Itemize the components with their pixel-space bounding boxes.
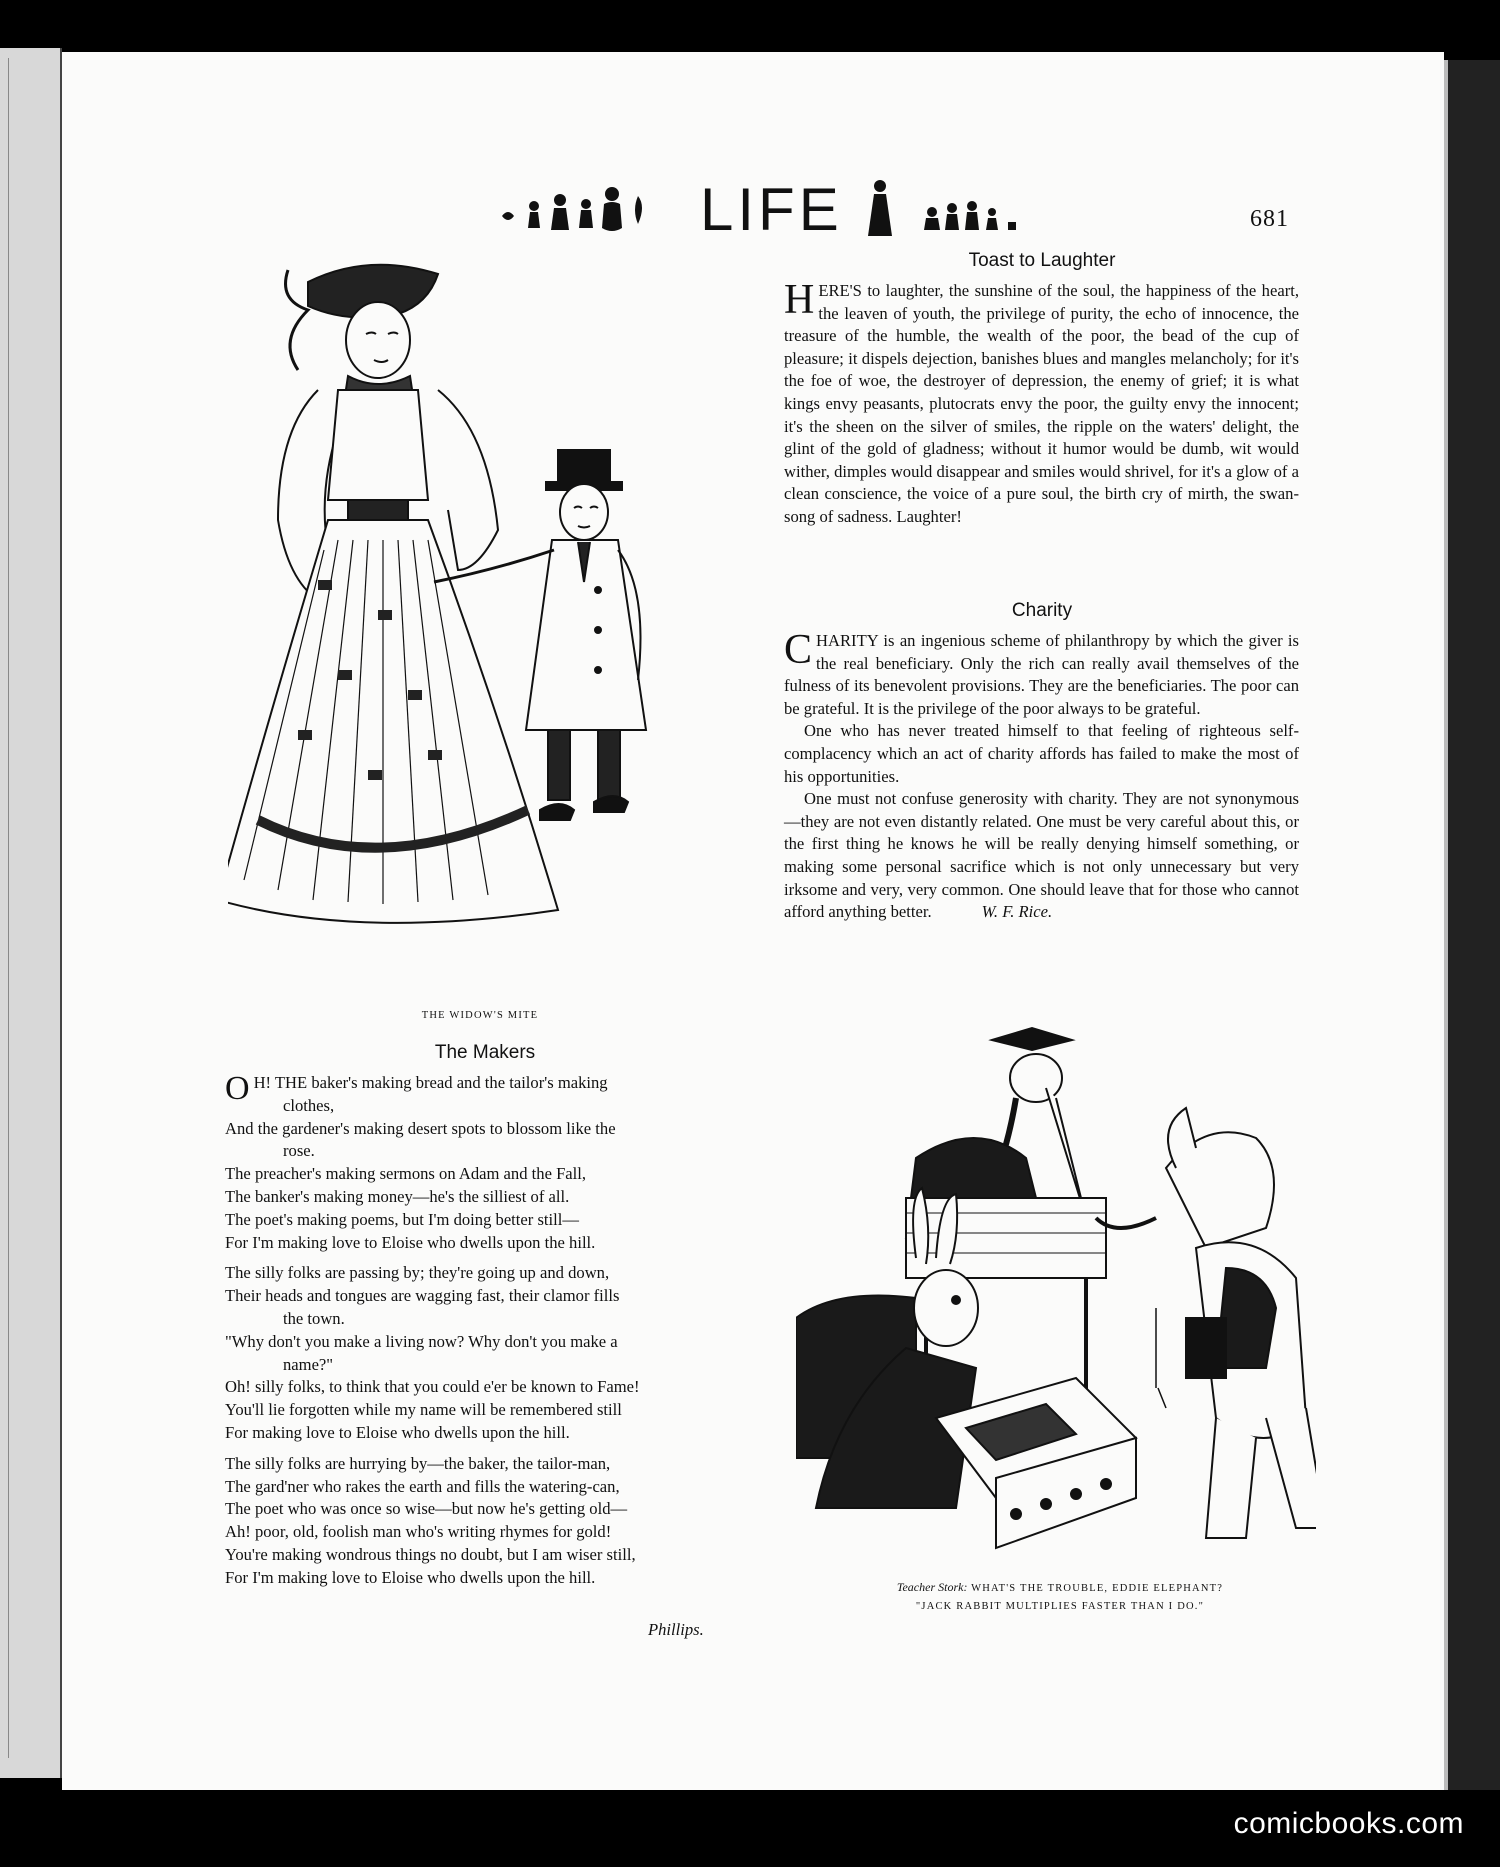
poem-line: the town. (283, 1308, 345, 1328)
poem-line: And the gardener's making desert spots to blossom like the (225, 1118, 616, 1138)
poem-line: The banker's making money—he's the silliest of all. (225, 1186, 570, 1206)
poem-line: The silly folks are hurrying by—the baker, the tailor-man, (225, 1453, 611, 1473)
poem-line: Ah! poor, old, foolish man who's writing rhymes for gold! (225, 1522, 612, 1542)
poem-line: For I'm making love to Eloise who dwells upon the hill. (225, 1232, 596, 1252)
poem-stanza-2 (225, 1262, 745, 1444)
makers-poem (225, 1072, 745, 1598)
charity-author: W. F. Rice. (981, 902, 1053, 922)
caption-speaker: Teacher Stork: (896, 1580, 968, 1594)
watermark: comicbooks.com (1233, 1807, 1464, 1840)
caption-line-1 (820, 1578, 1300, 1598)
toast-body (784, 277, 1299, 529)
charity-text-3: One must not confuse generosity with charity. They are not synonymous—they are not even distantly related. One must be very careful about this, or the first thing he knows he will be really denying himself something, or making some personal sacrifice which is not only unnecessary but very irksome and very, very common. One should leave that for those who cannot afford anything better. (784, 789, 1299, 922)
charity-body (784, 627, 1299, 924)
toast-dropcap: H (784, 277, 815, 323)
poem-line: For making love to Eloise who dwells upon the hill. (225, 1422, 570, 1442)
masthead (488, 176, 1048, 244)
poem-line: The silly folks are passing by; they're going up and down, (225, 1263, 610, 1283)
poem-stanza-1 (225, 1072, 745, 1254)
poem-line: rose. (283, 1141, 315, 1161)
poem-line: name?" (283, 1354, 334, 1374)
toast-text: ERE'S to laughter, the sunshine of the soul, the happiness of the heart, the leaven of youth, the privilege of purity, the echo of innocence, the treasure of the humble, the wealth of the poor, the bead of the cup of pleasure; it dispels dejection, banishes blues and mangles melancholy; for it's the foe of woe, the destroyer of depression, the enemy of grief; it is what kings envy peasants, plutocrats envy the poor, the guilty envy the innocent; it's the sheen on the silver of smiles, the ripple on the waters' delight, the glint of the gold of gladness; without it humor would be dumb, wit would wither, dimples would disappear and smiles would shrivel, for it's a glow of a clean conscience, the voice of a pure soul, the birth cry of mirth, the swan-song of sadness. Laughter! (784, 281, 1299, 526)
masthead-left-ornament (488, 176, 678, 244)
scan-edge (1438, 60, 1500, 1790)
widows-mite-caption: THE WIDOW'S MITE (421, 1010, 539, 1021)
charity-heading: Charity (1011, 600, 1073, 621)
charity-dropcap: C (784, 627, 813, 673)
poem-stanza-3 (225, 1453, 745, 1590)
charity-paragraph-2: One who has never treated himself to that feeling of righteous self-complacency which an act of charity affords has failed to make the most of his opportunities. (784, 721, 1299, 786)
poem-line: The poet's making poems, but I'm doing better still— (225, 1209, 579, 1229)
caption-question: WHAT'S THE TROUBLE, EDDIE ELEPHANT? (971, 1583, 1224, 1594)
charity-text-1: HARITY is an ingenious scheme of philanthropy by which the giver is the real beneficiary. Only the rich can really avail themselves of the fulness of its benevolent provisions. They are the beneficiaries. The poor can be grateful. It is the privilege of the poor always to be grateful. (784, 631, 1299, 718)
poem-line: You're making wondrous things no doubt, but I am wiser still, (225, 1544, 636, 1564)
teacher-stork-illustration (796, 1018, 1316, 1578)
poem-line: The gard'ner who rakes the earth and fills the watering-can, (225, 1476, 620, 1496)
poem-line: The preacher's making sermons on Adam and the Fall, (225, 1164, 587, 1184)
widows-mite-illustration (228, 250, 758, 950)
teacher-stork-caption (820, 1578, 1300, 1616)
masthead-title: LIFE (700, 176, 843, 243)
poem-line: For I'm making love to Eloise who dwells upon the hill. (225, 1567, 596, 1587)
caption-answer: "JACK RABBIT MULTIPLIES FASTER THAN I DO." (915, 1601, 1205, 1612)
makers-author: Phillips. (648, 1620, 704, 1639)
charity-paragraph-3 (784, 788, 1299, 924)
toast-heading: Toast to Laughter (968, 250, 1116, 271)
poem-line: clothes, (283, 1095, 335, 1115)
poem-line: The poet who was once so wise—but now he's getting old— (225, 1499, 628, 1519)
charity-paragraph-1 (784, 627, 1299, 720)
makers-dropcap: O (225, 1070, 250, 1107)
page-number: 681 (1250, 206, 1289, 232)
poem-line: Their heads and tongues are wagging fast, their clamor fills (225, 1286, 620, 1306)
poem-line: O H! THE baker's making bread and the tailor's making (225, 1070, 608, 1107)
binding-edge (0, 48, 62, 1778)
poem-line: "Why don't you make a living now? Why don't you make a (225, 1331, 618, 1351)
makers-heading: The Makers (434, 1042, 536, 1063)
masthead-right-ornament (868, 176, 1048, 244)
poem-line: You'll lie forgotten while my name will be remembered still (225, 1400, 622, 1420)
poem-line: Oh! silly folks, to think that you could e'er be known to Fame! (225, 1377, 640, 1397)
